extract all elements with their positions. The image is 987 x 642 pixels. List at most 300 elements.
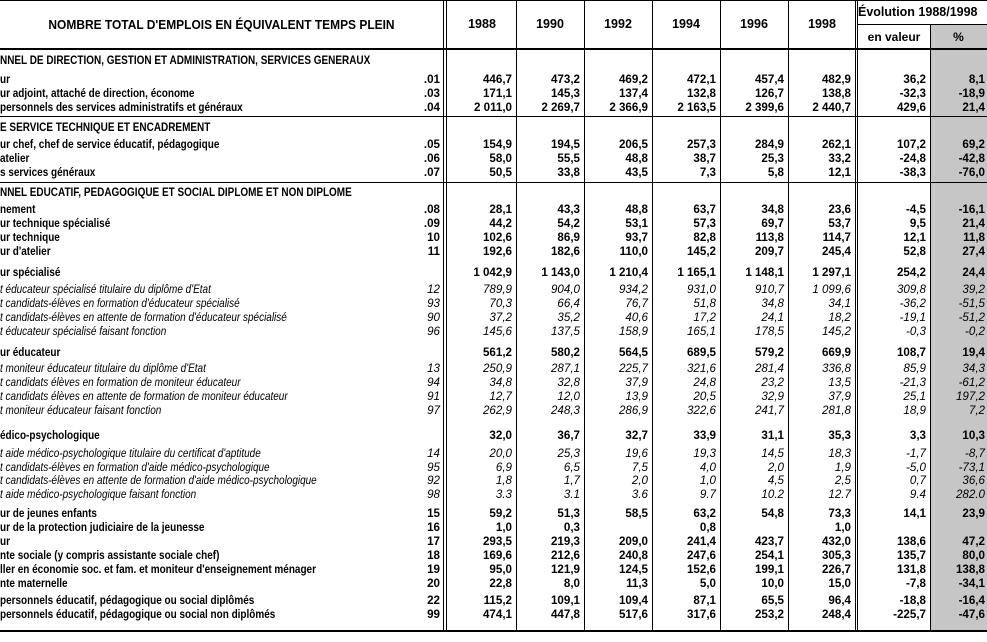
row-value: 469,2 [618,73,648,86]
row-value: 192,6 [482,245,512,258]
row-code: 90 [427,311,440,324]
row-value: 138,8 [821,87,851,100]
row-value: 55,5 [557,152,580,165]
row-value: 580,2 [550,346,580,359]
row-label: ur spécialisé [0,266,61,279]
row-value: 281,8 [821,404,851,417]
row-label: t aide médico-psychologique titulaire du certificat d'aptitude [0,447,261,460]
row-value: 93,7 [625,231,648,244]
row-value: 37,9 [625,376,648,389]
row-value: 24,4 [962,266,985,279]
row-label: t éducateur spécialisé faisant fonction [0,325,167,338]
row-value: 138,8 [955,563,985,576]
table-row [0,297,987,310]
row-value: 54,2 [557,217,580,230]
row-value: 561,2 [482,346,512,359]
row-value: 2,0 [767,461,784,474]
row-label: personnels des services administratifs et généraux [0,101,243,114]
row-value: 18,9 [903,404,926,417]
row-value: 18,2 [828,311,851,324]
row-value: 110,0 [619,245,648,258]
row-value: 4,0 [699,461,716,474]
table-row [0,266,987,279]
row-value: 789,9 [482,283,512,296]
row-value: 9.4 [909,488,926,501]
row-value: 23,2 [761,376,784,389]
row-value: 2,5 [834,474,851,487]
table-row [0,203,987,216]
row-code: .09 [423,217,440,230]
row-value: 70,3 [489,297,512,310]
row-label: ur de jeunes enfants [0,507,97,520]
row-value: -32,3 [899,87,926,100]
row-value: -7,8 [906,577,926,590]
row-value: -24,8 [899,152,926,165]
row-code: 12 [427,283,440,296]
row-value: 1 042,9 [473,266,512,279]
row-value: 23,6 [828,203,851,216]
row-value: 135,7 [896,549,926,562]
row-value: 145,6 [482,325,512,338]
row-value: 209,0 [618,535,648,548]
row-value: 284,9 [754,138,784,151]
row-code: .08 [423,203,440,216]
row-value: 21,4 [962,101,985,114]
row-value: 43,3 [557,203,580,216]
row-value: -16,4 [958,594,985,607]
row-value: 209,7 [754,245,784,258]
row-value: 107,2 [896,138,926,151]
row-value: 336,8 [821,362,851,375]
row-value: 47,2 [962,535,985,548]
row-value: 322,6 [686,404,716,417]
row-value: 293,5 [482,535,512,548]
row-value: 152,6 [686,563,716,576]
row-label: ur [0,73,10,86]
row-code: .05 [423,138,440,151]
table-row [0,283,987,296]
row-value: 212,6 [550,549,580,562]
table-row [0,138,987,151]
row-code: 95 [427,461,440,474]
table-row [0,577,987,590]
row-value: 53,7 [828,217,851,230]
row-value: 257,3 [686,138,716,151]
row-value: 904,0 [550,283,580,296]
row-value: 226,7 [821,563,851,576]
table-row [0,474,987,487]
table-row [0,311,987,324]
row-value: 28,1 [489,203,512,216]
row-label: édico-psychologique [0,429,100,442]
row-value: 12,1 [828,166,851,179]
row-label: personnels éducatif, pédagogique ou social non diplômés [0,608,276,621]
row-label: nte maternelle [0,577,68,590]
row-value: 254,2 [896,266,926,279]
row-value: 102,6 [482,231,512,244]
row-value: 48,8 [625,203,648,216]
row-value: 109,4 [618,594,648,607]
row-value: 3.6 [631,488,648,501]
row-value: 579,2 [754,346,784,359]
table-row [0,346,987,359]
row-value: 472,1 [686,73,716,86]
row-value: 24,1 [761,311,784,324]
row-value: 35,2 [557,311,580,324]
row-code: 10 [427,231,440,244]
table-row [0,54,987,67]
row-value: 1,0 [834,521,851,534]
row-value: 18,3 [828,447,851,460]
row-value: 154,9 [482,138,512,151]
row-value: 114,7 [822,231,851,244]
row-value: 2 269,7 [541,101,580,114]
row-value: 8,1 [968,73,985,86]
year-header-1996: 1996 [740,17,768,31]
row-value: 287,1 [550,362,580,375]
row-value: 36,7 [557,429,580,442]
row-value: 66,4 [557,297,580,310]
table-row [0,87,987,100]
row-value: 24,8 [693,376,716,389]
row-value: 178,5 [754,325,784,338]
row-value: 65,5 [761,594,784,607]
row-code: 99 [427,608,440,621]
row-value: 50,5 [489,166,512,179]
row-value: 10.2 [761,488,784,501]
row-label: ur technique [0,231,60,244]
row-value: 27,4 [962,245,985,258]
row-value: 241,4 [686,535,716,548]
row-value: 53,1 [625,217,648,230]
row-value: 15,0 [828,577,851,590]
row-label: ur chef, chef de service éducatif, pédagogique [0,138,220,151]
row-value: 0,3 [563,521,580,534]
row-value: 132,8 [686,87,716,100]
row-value: -51,2 [958,311,985,324]
row-value: 39,2 [962,283,985,296]
row-value: 23,9 [962,507,985,520]
row-value: 20,5 [693,390,716,403]
row-value: 1,0 [495,521,512,534]
row-value: 2,0 [631,474,648,487]
row-value: 82,8 [693,231,716,244]
row-code: 92 [427,474,440,487]
year-header-1988: 1988 [468,17,496,31]
row-value: 7,2 [968,404,985,417]
row-value: -21,3 [899,376,926,389]
table-row [0,447,987,460]
year-header-1994: 1994 [672,17,700,31]
row-value: 80,0 [962,549,985,562]
row-value: 282.0 [955,488,985,501]
row-value: 37,9 [828,390,851,403]
row-value: 12,1 [903,231,926,244]
row-value: 225,7 [618,362,648,375]
row-value: 13,5 [828,376,851,389]
row-value: 108,7 [896,346,926,359]
row-value: 32,8 [557,376,580,389]
row-value: 2 366,9 [609,101,648,114]
row-value: 69,7 [761,217,784,230]
row-value: 262,9 [482,404,512,417]
row-code: 13 [427,362,440,375]
row-value: 1,0 [699,474,716,487]
row-label: ller en économie soc. et fam. et moniteur d'enseignement ménager [0,563,316,576]
row-code: 20 [427,577,440,590]
row-value: 474,1 [482,608,512,621]
row-value: 19,4 [962,346,985,359]
row-value: 241,7 [754,404,784,417]
row-value: 1 099,6 [812,283,851,296]
year-header-1992: 1992 [604,17,632,31]
row-value: 40,6 [625,311,648,324]
row-value: 131,8 [896,563,926,576]
row-value: -0,2 [965,325,985,338]
row-code: 22 [427,594,440,607]
row-code: .01 [423,73,440,86]
row-value: 10,0 [761,577,784,590]
row-value: 63,2 [693,507,716,520]
row-label: atelier [0,152,30,165]
row-value: 219,3 [550,535,580,548]
table-row [0,594,987,607]
row-value: 564,5 [618,346,648,359]
row-value: 22,8 [489,577,512,590]
row-label: ur technique spécialisé [0,217,111,230]
table-row [0,362,987,375]
row-value: -8,7 [965,447,985,460]
row-value: 247,6 [686,549,716,562]
row-code: 94 [427,376,440,389]
row-label: nement [0,203,36,216]
row-value: 473,2 [550,73,580,86]
row-value: 12,0 [557,390,580,403]
row-label: ur [0,535,10,548]
row-label: s services généraux [0,166,96,179]
row-value: 171,1 [482,87,512,100]
row-value: 33,9 [693,429,716,442]
row-value: 5,0 [699,577,716,590]
row-value: 17,2 [693,311,716,324]
table-row [0,608,987,621]
row-value: 34,8 [489,376,512,389]
row-value: 13,9 [625,390,648,403]
table-row [0,73,987,86]
row-value: 429,6 [896,101,926,114]
row-label: ur éducateur [0,346,61,359]
row-value: 109,1 [550,594,580,607]
row-value: 58,5 [625,507,648,520]
row-value: 113,8 [755,231,784,244]
row-value: 169,6 [482,549,512,562]
row-value: 20,0 [489,447,512,460]
table-row [0,535,987,548]
row-value: 32,9 [761,390,784,403]
row-code: 96 [427,325,440,338]
row-value: 52,8 [903,245,926,258]
row-value: 32,0 [489,429,512,442]
table-row [0,217,987,230]
row-value: -42,8 [958,152,985,165]
row-value: 1,9 [834,461,851,474]
row-value: 137,5 [550,325,580,338]
row-value: 9.7 [699,488,716,501]
row-value: 934,2 [618,283,648,296]
row-value: -61,2 [958,376,985,389]
table-row [0,488,987,501]
row-value: 0,7 [909,474,926,487]
row-code: 14 [427,447,440,460]
row-value: 669,9 [821,346,851,359]
table-row [0,101,987,114]
table-row [0,549,987,562]
row-value: 6,9 [495,461,512,474]
row-value: 8,0 [563,577,580,590]
row-value: 286,9 [618,404,648,417]
row-value: 25,3 [557,447,580,460]
row-code: 15 [427,507,440,520]
row-label: ur de la protection judiciaire de la jeunesse [0,521,205,534]
percent-header: % [953,29,964,44]
row-value: -18,8 [899,594,926,607]
table-row [0,121,987,134]
row-value: 38,7 [693,152,716,165]
row-value: 689,5 [686,346,716,359]
row-value: 423,7 [754,535,784,548]
row-value: 76,7 [625,297,648,310]
row-value: 36,2 [903,73,926,86]
row-value: 5,8 [767,166,784,179]
row-value: 447,8 [550,608,580,621]
row-value: -73,1 [958,461,985,474]
row-value: 3,3 [909,429,926,442]
row-value: 145,2 [821,325,851,338]
row-value: 51,8 [693,297,716,310]
row-value: 165,1 [686,325,716,338]
row-value: 3.3 [495,488,512,501]
row-value: 197,2 [955,390,985,403]
row-value: 446,7 [482,73,512,86]
row-value: 95,0 [489,563,512,576]
row-value: 34,8 [761,203,784,216]
evolution-header: Évolution 1988/1998 [858,5,978,19]
row-value: 194,5 [550,138,580,151]
row-label: NNEL EDUCATIF, PEDAGOGIQUE ET SOCIAL DIPLOME ET NON DIPLOME [0,186,352,199]
row-label: t candidats élèves en formation de moniteur éducateur [0,376,241,389]
row-value: -51,5 [958,297,985,310]
row-value: -5,0 [906,461,926,474]
row-value: 86,9 [557,231,580,244]
row-value: 25,1 [903,390,926,403]
row-label: t candidats élèves en attente de formation de moniteur éducateur [0,390,288,403]
row-label: E SERVICE TECHNIQUE ET ENCADREMENT [0,121,211,134]
row-value: 931,0 [686,283,716,296]
row-code: 93 [427,297,440,310]
row-value: 145,2 [686,245,716,258]
row-value: 48,8 [625,152,648,165]
row-value: 182,6 [550,245,580,258]
row-value: 910,7 [754,283,784,296]
row-label: t candidats-élèves en attente de formation d'aide médico-psychologique [0,474,317,487]
row-value: 1 165,1 [677,266,716,279]
row-code: 98 [427,488,440,501]
row-value: 36,6 [962,474,985,487]
row-value: 14,1 [903,507,926,520]
row-value: 2 440,7 [812,101,851,114]
row-value: 253,2 [754,608,784,621]
row-value: 137,4 [618,87,648,100]
row-code: .07 [423,166,440,179]
row-value: 57,3 [693,217,716,230]
table-row [0,521,987,534]
table-row [0,461,987,474]
row-value: 54,8 [761,507,784,520]
row-value: 262,1 [821,138,851,151]
row-code: .03 [423,87,440,100]
row-value: -1,7 [906,447,926,460]
row-value: -38,3 [899,166,926,179]
row-value: -225,7 [893,608,926,621]
row-value: 32,7 [625,429,648,442]
year-header-1990: 1990 [536,17,564,31]
row-label: t moniteur éducateur titulaire du diplôme d'Etat [0,362,206,375]
row-value: 2 399,6 [745,101,784,114]
row-value: 281,4 [754,362,784,375]
row-code: 16 [427,521,440,534]
table-row [0,231,987,244]
row-value: 517,6 [618,608,648,621]
row-label: t moniteur éducateur faisant fonction [0,404,162,417]
row-value: 248,4 [821,608,851,621]
row-value: 1,7 [563,474,580,487]
row-label: ur adjoint, attaché de direction, économe [0,87,195,100]
row-value: 10,3 [962,429,985,442]
row-value: 96,4 [828,594,851,607]
row-value: 254,1 [754,549,784,562]
table-row [0,507,987,520]
table-row [0,404,987,417]
row-value: 19,6 [625,447,648,460]
row-value: 6,5 [563,461,580,474]
row-value: -16,1 [958,203,985,216]
row-value: 1 297,1 [812,266,851,279]
row-code: 17 [427,535,440,548]
row-value: 3.1 [563,488,580,501]
row-label: nte sociale (y compris assistante sociale chef) [0,549,220,562]
table-row [0,325,987,338]
row-value: 58,0 [489,152,512,165]
row-value: 35,3 [828,429,851,442]
table-row [0,563,987,576]
row-label: t candidats-élèves en formation d'aide médico-psychologique [0,461,270,474]
row-code: .04 [423,101,440,114]
table-row [0,245,987,258]
row-value: 33,2 [828,152,851,165]
row-value: 250,9 [482,362,512,375]
row-label: t candidats-élèves en attente de formation d'éducateur spécialisé [0,311,287,324]
row-label: personnels éducatif, pédagogique ou social diplômés [0,594,255,607]
row-value: 482,9 [821,73,851,86]
row-value: 44,2 [489,217,512,230]
row-code: 19 [427,563,440,576]
row-value: 31,1 [761,429,784,442]
row-value: 34,3 [962,362,985,375]
row-value: -76,0 [958,166,985,179]
row-code: 11 [427,245,440,258]
row-label: NNEL DE DIRECTION, GESTION ET ADMINISTRATION, SERVICES GENERAUX [0,54,371,67]
row-value: 85,9 [903,362,926,375]
